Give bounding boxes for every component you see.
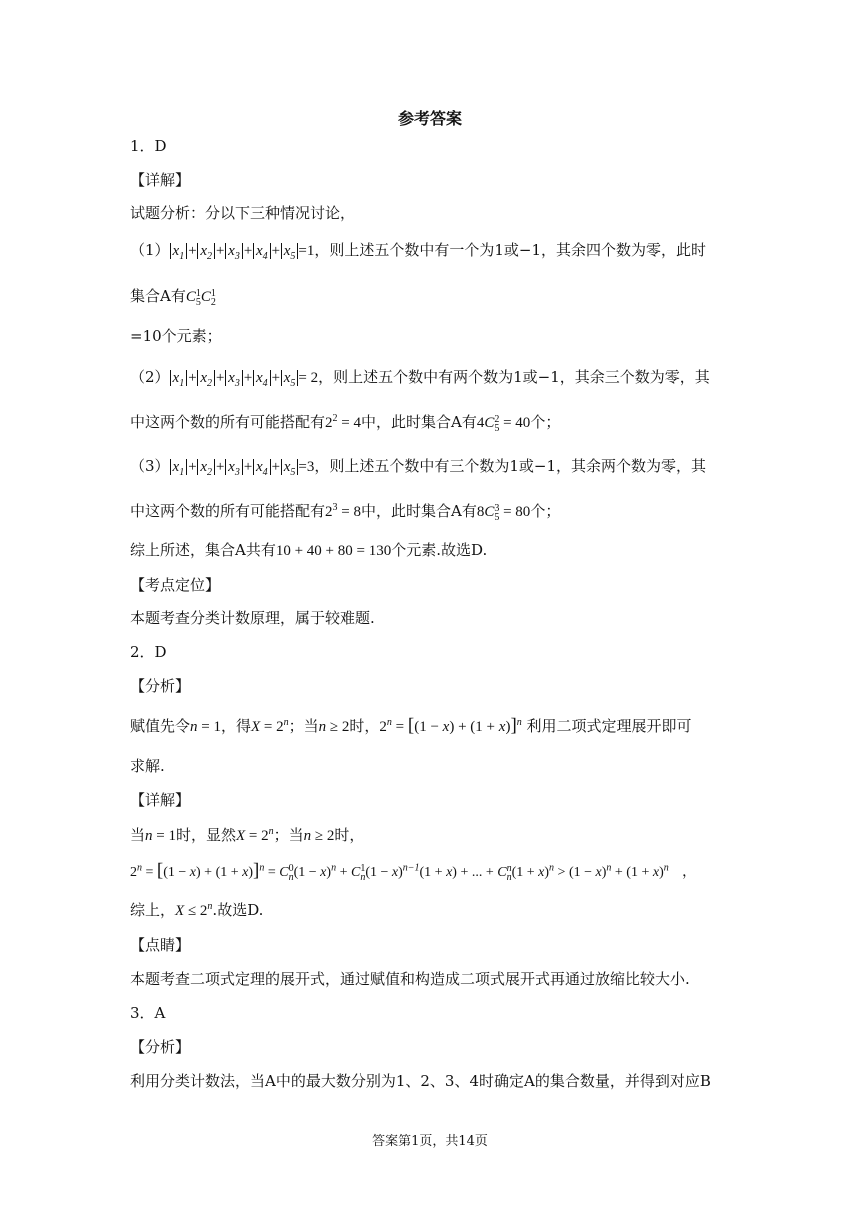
analysis-text: 试题分析：分以下三种情况讨论， [130,204,356,222]
case-3-count-line: 中这两个数的所有可能搭配有$2^3 = 8$中，此时集合A有8C3 5 = 80个； [130,502,561,523]
section-remark-2: 【点睛】 [130,936,191,954]
section-detail-1: 【详解】 [130,171,191,189]
answer-2-label: 2．D [130,643,167,661]
case-3-line: （3） $x_1 + x_2 + x_3 + x_4 + x_5 =3$，则上述五个数中有三个数为1或−1，其余两个数为零，其 [130,457,707,478]
section-key-point: 【考点定位】 [130,576,221,594]
case-2-formula: $x_1 + x_2 + x_3 + x_4 + x_5 = 2$ [170,370,319,386]
conclusion-2-line: 综上，$X \le 2^n$.故选D. [130,901,264,919]
case-1-line: （1） $x_1 + x_2 + x_3 + x_4 + x_5 =1$，则上述五个数中有一个为1或−1，其余四个数为零，此时 [130,241,707,262]
case-2-line: （2） $x_1 + x_2 + x_3 + x_4 + x_5 = 2$，则上述五个数中有两个数为1或−1，其余三个数为零，其 [130,368,710,389]
case-1-formula: $x_1 + x_2 + x_3 + x_4 + x_5 =1$ [170,243,315,259]
key-point-text: 本题考查分类计数原理，属于较难题. [130,609,375,627]
answer-3-label: 3．A [130,1004,166,1022]
analysis-2-cont: 求解. [130,757,165,775]
page-footer: 答案第1页，共14页 [372,1134,488,1149]
detail-2-line: 当n = 1时，显然$X = 2^n$；当n ≥ 2时， [130,826,365,844]
case-2-count-line: 中这两个数的所有可能搭配有$2^2 = 4$中，此时集合A有4C2 5 = 40个； [130,413,561,434]
case-3-formula: $x_1 + x_2 + x_3 + x_4 + x_5 =3$ [170,459,315,475]
section-analysis-2: 【分析】 [130,677,191,695]
section-analysis-3: 【分析】 [130,1038,191,1056]
case-1-result: =10个元素； [130,327,222,345]
combination-formula: C1 5C1 2 [185,287,216,308]
page-title: 参考答案 [397,109,462,128]
summary-line: 综上所述，集合A共有10 + 40 + 80 = 130个元素.故选D. [130,541,488,559]
section-detail-2: 【详解】 [130,791,191,809]
answer-1-label: 1．D [130,137,167,155]
analysis-3-text: 利用分类计数法，当A中的最大数分别为1、2、3、4时确定A的集合数量，并得到对应B [130,1072,711,1090]
case-1-count-line: 集合A有C1 5C1 2 [130,287,216,308]
binomial-expansion: $2^n = [(1 - x) + (1 + x)]^n = C0$ $n(1 - x)^n + C1$ $n(1 - x)^{n-1}(1 + x)$ + ... + Cn $n(1 + x)^n > (1 - x)^n + (1 + x)^n$ ， [130,860,697,883]
analysis-2-line: 赋值先令n = 1，得$X = 2^n$；当n ≥ 2时，$2^n = [(1 - x) + (1 + x)]^n$ 利用二项式定理展开即可 [130,715,692,736]
remark-2-text: 本题考查二项式定理的展开式，通过赋值和构造成二项式展开式再通过放缩比较大小. [130,970,690,988]
